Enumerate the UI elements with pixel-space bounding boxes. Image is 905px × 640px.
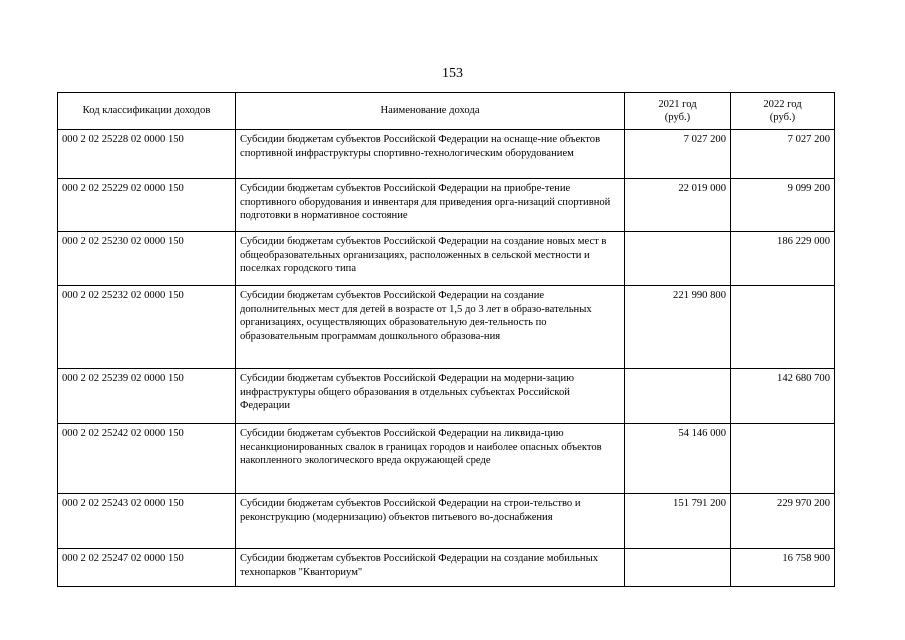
row-amount-2022	[731, 286, 835, 369]
header-name: Наименование дохода	[236, 93, 625, 130]
row-code: 000 2 02 25239 02 0000 150	[58, 369, 236, 424]
table-row	[58, 179, 835, 232]
table-row	[58, 424, 835, 494]
table-row	[58, 549, 835, 587]
row-amount-2022	[731, 424, 835, 494]
table-header-row	[58, 93, 835, 130]
page-number: 153	[442, 66, 463, 81]
row-name: Субсидии бюджетам субъектов Российской Федерации на создание новых мест в общеобразовательных организациях, расположенных в сельской местности и поселках городского типа	[236, 232, 625, 286]
row-code: 000 2 02 25228 02 0000 150	[58, 130, 236, 179]
row-amount-2022: 16 758 900	[731, 549, 835, 587]
header-2021: 2021 год (руб.)	[625, 93, 731, 130]
header-code: Код классификации доходов	[58, 93, 236, 130]
row-name: Субсидии бюджетам субъектов Российской Федерации на приобре-тение спортивного оборудования и инвентаря для приведения орга-низаций спортивной подготовки в нормативное состояние	[236, 179, 625, 232]
header-2022: 2022 год (руб.)	[731, 93, 835, 130]
row-name: Субсидии бюджетам субъектов Российской Федерации на модерни-зацию инфраструктуры общего образования в отдельных субъектах Российской Федерации	[236, 369, 625, 424]
row-amount-2022: 7 027 200	[731, 130, 835, 179]
row-code: 000 2 02 25242 02 0000 150	[58, 424, 236, 494]
row-amount-2021	[625, 369, 731, 424]
row-name: Субсидии бюджетам субъектов Российской Федерации на создание мобильных технопарков "Кванториум"	[236, 549, 625, 587]
row-amount-2021: 151 791 200	[625, 494, 731, 549]
income-table	[57, 92, 835, 587]
row-amount-2022: 186 229 000	[731, 232, 835, 286]
row-amount-2021: 22 019 000	[625, 179, 731, 232]
row-amount-2022: 142 680 700	[731, 369, 835, 424]
row-code: 000 2 02 25229 02 0000 150	[58, 179, 236, 232]
row-name: Субсидии бюджетам субъектов Российской Федерации на ликвида-цию несанкционированных свалок в границах городов и наиболее опасных объектов накопленного экологического вреда окружающей среде	[236, 424, 625, 494]
row-name: Субсидии бюджетам субъектов Российской Федерации на строи-тельство и реконструкцию (модернизацию) объектов питьевого во-доснабжения	[236, 494, 625, 549]
table-row	[58, 232, 835, 286]
row-name: Субсидии бюджетам субъектов Российской Федерации на создание дополнительных мест для детей в возрасте от 1,5 до 3 лет в образо-вательных организациях, осуществляющих образовательную дея-тельность по образовательным программам дошкольного образова-ния	[236, 286, 625, 369]
row-amount-2021: 54 146 000	[625, 424, 731, 494]
row-code: 000 2 02 25230 02 0000 150	[58, 232, 236, 286]
row-amount-2022: 9 099 200	[731, 179, 835, 232]
row-code: 000 2 02 25232 02 0000 150	[58, 286, 236, 369]
row-amount-2022: 229 970 200	[731, 494, 835, 549]
table-row	[58, 286, 835, 369]
table-row	[58, 494, 835, 549]
table-row	[58, 130, 835, 179]
row-amount-2021: 221 990 800	[625, 286, 731, 369]
row-name: Субсидии бюджетам субъектов Российской Федерации на оснаще-ние объектов спортивной инфраструктуры спортивно-технологическим оборудованием	[236, 130, 625, 179]
row-code: 000 2 02 25243 02 0000 150	[58, 494, 236, 549]
table-row	[58, 369, 835, 424]
row-amount-2021: 7 027 200	[625, 130, 731, 179]
row-code: 000 2 02 25247 02 0000 150	[58, 549, 236, 587]
row-amount-2021	[625, 549, 731, 587]
row-amount-2021	[625, 232, 731, 286]
